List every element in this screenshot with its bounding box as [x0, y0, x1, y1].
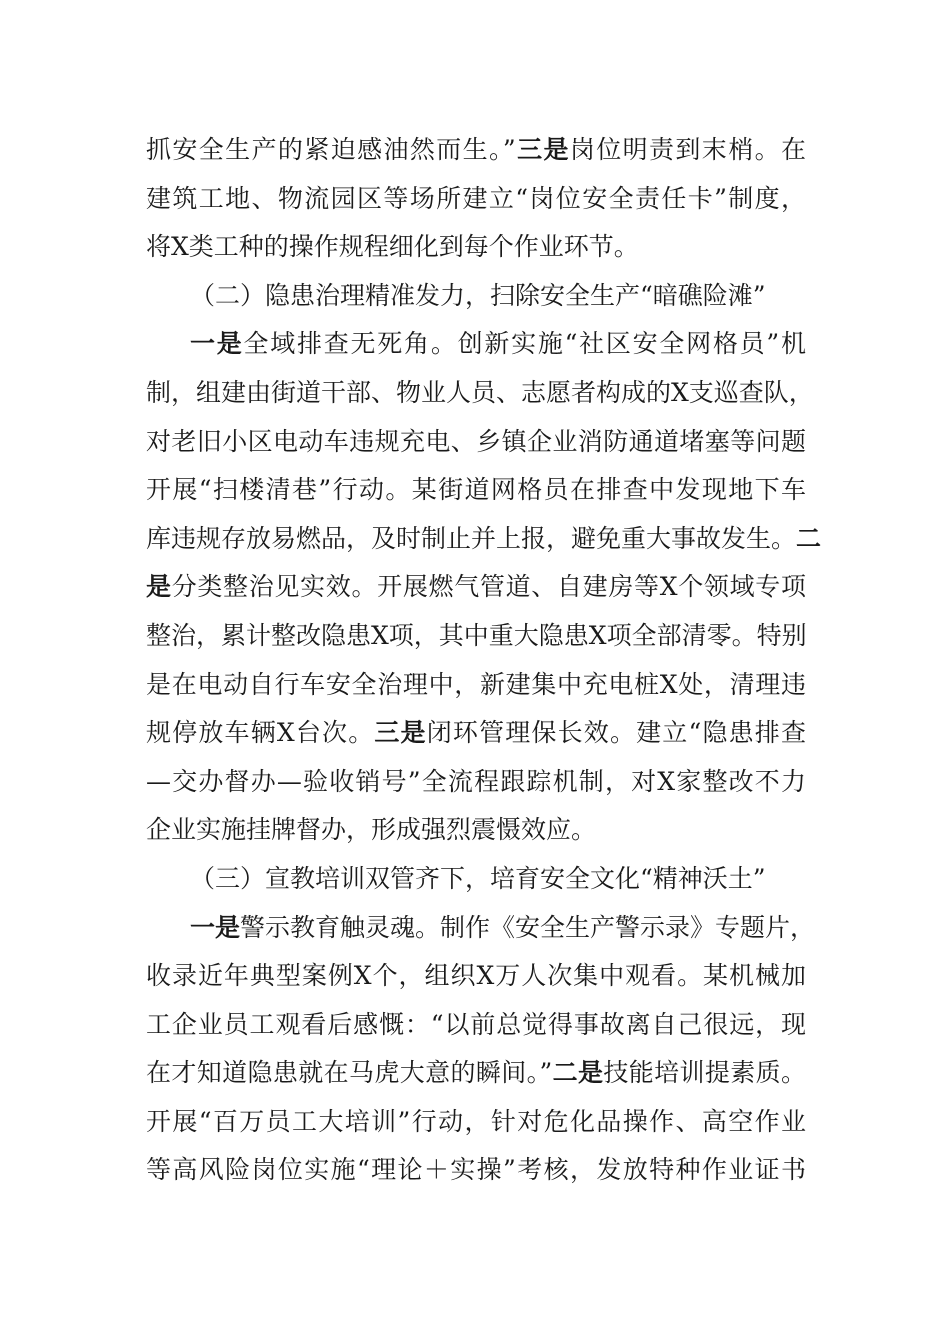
paragraph-line: —交办督办—验收销号”全流程跟踪机制，对X家整改不力	[146, 766, 806, 796]
paragraph-line: 等高风险岗位实施“理论＋实操”考核，发放特种作业证书	[146, 1155, 806, 1185]
bold-lead: 是	[146, 572, 172, 602]
bold-lead: 一是	[190, 329, 244, 359]
paragraph-line: 将X类工种的操作规程细化到每个作业环节。	[146, 232, 639, 262]
paragraph-line: 制，组建由街道干部、物业人员、志愿者构成的X支巡查队，	[146, 377, 814, 407]
paragraph-line: 在才知道隐患就在马虎大意的瞬间。”二是技能培训提素质。	[146, 1058, 806, 1088]
paragraph-line: 开展“扫楼清巷”行动。某街道网格员在排查中发现地下车	[146, 475, 806, 505]
paragraph-line: 对老旧小区电动车违规充电、乡镇企业消防通道堵塞等问题	[146, 426, 806, 456]
paragraph-line: 收录近年典型案例X个，组织X万人次集中观看。某机械加	[146, 961, 806, 991]
paragraph-line: 是在电动自行车安全治理中，新建集中充电桩X处，清理违	[146, 669, 806, 699]
paragraph-line: 一是警示教育触灵魂。制作《安全生产警示录》专题片，	[190, 912, 816, 942]
bold-lead: 二是	[552, 1058, 604, 1088]
paragraph-line: 抓安全生产的紧迫感油然而生。”三是岗位明责到末梢。在	[146, 135, 806, 164]
bold-lead: 三是	[374, 718, 427, 748]
paragraph-line: 工企业员工观看后感慨：“以前总觉得事故离自己很远，现	[146, 1009, 806, 1039]
bold-lead: 一是	[190, 912, 241, 942]
document-body	[146, 126, 822, 1195]
paragraph-line: 库违规存放易燃品，及时制止并上报，避免重大事故发生。二	[146, 523, 822, 553]
paragraph-1	[146, 126, 806, 272]
section-heading-2: （二）隐患治理精准发力，扫除安全生产“暗礁险滩”	[190, 280, 766, 310]
paragraph-2	[146, 320, 822, 855]
paragraph-line: 规停放车辆X台次。三是闭环管理保长效。建立“隐患排查	[146, 718, 806, 748]
bold-lead: 三是	[515, 135, 570, 164]
paragraph-3	[146, 904, 816, 1196]
bold-lead: 二	[796, 523, 822, 553]
paragraph-line: 企业实施挂牌督办，形成强烈震慑效应。	[146, 815, 597, 845]
section-heading-3: （三）宣教培训双管齐下，培育安全文化“精神沃土”	[190, 863, 766, 893]
paragraph-line: 建筑工地、物流园区等场所建立“岗位安全责任卡”制度，	[146, 183, 806, 213]
paragraph-line: 开展“百万员工大培训”行动，针对危化品操作、高空作业	[146, 1106, 806, 1136]
paragraph-line: 是分类整治见实效。开展燃气管道、自建房等X个领域专项	[146, 572, 806, 602]
paragraph-line: 一是全域排查无死角。创新实施“社区安全网格员”机	[190, 329, 806, 359]
paragraph-line: 整治，累计整改隐患X项，其中重大隐患X项全部清零。特别	[146, 620, 807, 650]
